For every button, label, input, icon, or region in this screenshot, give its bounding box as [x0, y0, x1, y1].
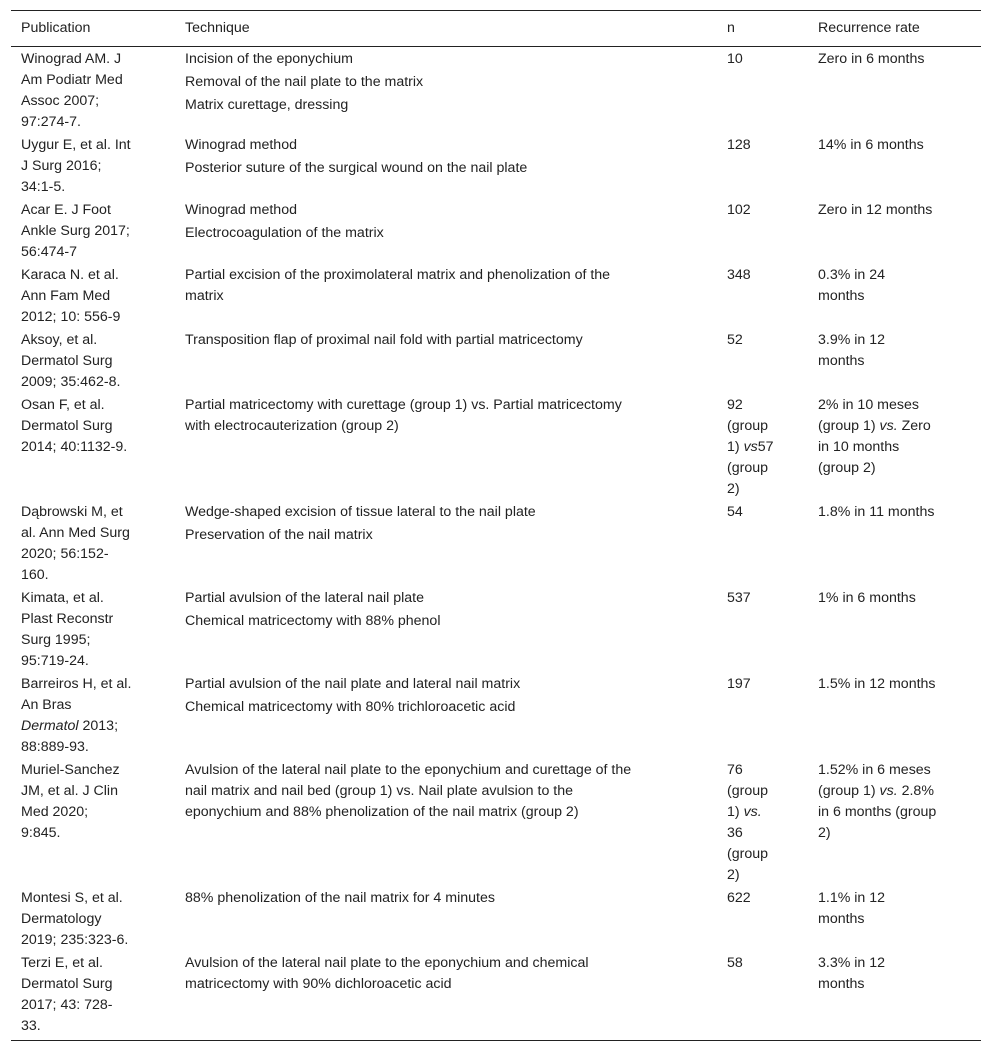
n-cell: 76 (group 1) vs. 36 (group 2) [727, 762, 769, 883]
publication-cell: Montesi S, et al. Dermatology 2019; 235:323-6. [21, 890, 129, 948]
table-row [11, 328, 981, 393]
n-cell: 348 [727, 267, 751, 283]
table-row [11, 951, 981, 1041]
technique-cell: Avulsion of the lateral nail plate to the eponychium and curettage of the nail matrix and nail bed (group 1) vs. Nail plate avulsion to the eponychium and 88% phenolization of the nail matrix (group 2) [185, 762, 632, 820]
n-cell: 537 [727, 590, 751, 606]
table-row [11, 586, 981, 672]
technique-cell: Winograd method Posterior suture of the surgical wound on the nail plate [185, 137, 528, 176]
n-cell: 128 [727, 137, 751, 153]
publication-cell: Kimata, et al. Plast Reconstr Surg 1995; 95:719-24. [21, 590, 114, 669]
recurrence-cell: 2% in 10 meses (group 1) vs. Zero in 10 months (group 2) [818, 397, 931, 476]
publication-cell: Acar E. J Foot Ankle Surg 2017; 56:474-7 [21, 202, 130, 260]
technique-cell: Partial matricectomy with curettage (group 1) vs. Partial matricectomy with electrocauterization (group 2) [185, 397, 622, 434]
technique-cell: Partial avulsion of the lateral nail plate Chemical matricectomy with 88% phenol [185, 590, 441, 629]
recurrence-cell: 3.3% in 12 months [808, 951, 981, 1041]
technique-cell: Wedge-shaped excision of tissue lateral to the nail plate Preservation of the nail matrix [185, 504, 536, 543]
technique-cell: Partial avulsion of the nail plate and lateral nail matrix Chemical matricectomy with 80% trichloroacetic acid [185, 676, 521, 715]
header-publication: Publication [11, 11, 175, 47]
publication-cell: Karaca N. et al. Ann Fam Med 2012; 10: 556-9 [21, 267, 121, 325]
n-cell: 197 [727, 676, 751, 692]
n-cell: 102 [727, 202, 751, 218]
technique-cell: Incision of the eponychium Removal of the nail plate to the matrix Matrix curettage, dressing [185, 51, 424, 113]
technique-cell: Avulsion of the lateral nail plate to the eponychium and chemical matricectomy with 90% dichloroacetic acid [175, 951, 717, 1041]
table-row [11, 198, 981, 263]
table-row [11, 758, 981, 886]
recurrence-cell: 14% in 6 months [818, 137, 924, 153]
recurrence-cell: 1% in 6 months [818, 590, 916, 606]
n-cell: 92 (group 1) vs57 (group 2) [727, 397, 774, 497]
recurrence-cell: 0.3% in 24 months [818, 267, 886, 304]
technique-cell: Partial excision of the proximolateral matrix and phenolization of the matrix [185, 267, 611, 304]
technique-cell: 88% phenolization of the nail matrix for 4 minutes [185, 890, 495, 906]
n-cell: 622 [727, 890, 751, 906]
publication-cell: Barreiros H, et al. An Bras Dermatol 2013; 88:889-93. [21, 676, 132, 755]
recurrence-cell: Zero in 6 months [818, 51, 925, 67]
n-cell: 10 [727, 51, 743, 67]
publications-table [11, 10, 981, 1041]
n-cell: 54 [727, 504, 743, 520]
technique-cell: Transposition flap of proximal nail fold with partial matricectomy [185, 332, 583, 348]
table-row [11, 672, 981, 758]
table-row [11, 886, 981, 951]
table-row [11, 133, 981, 198]
recurrence-cell: Zero in 12 months [818, 202, 933, 218]
n-cell: 52 [727, 332, 743, 348]
publication-cell: Dąbrowski M, et al. Ann Med Surg 2020; 56:152- 160. [21, 504, 130, 583]
publication-cell: Osan F, et al. Dermatol Surg 2014; 40:1132-9. [21, 397, 128, 455]
recurrence-cell: 1.5% in 12 months [818, 676, 936, 692]
recurrence-cell: 1.8% in 11 months [818, 504, 935, 520]
header-technique: Technique [175, 11, 717, 47]
table-row [11, 393, 981, 500]
recurrence-cell: 1.52% in 6 meses (group 1) vs. 2.8% in 6 months (group 2) [818, 762, 937, 841]
publication-cell: Muriel-Sanchez JM, et al. J Clin Med 2020; 9:845. [21, 762, 120, 841]
publication-cell: Terzi E, et al. Dermatol Surg 2017; 43: 728- 33. [11, 951, 175, 1041]
technique-cell: Winograd method Electrocoagulation of the matrix [185, 202, 384, 241]
header-row [11, 11, 981, 47]
n-cell: 58 [717, 951, 808, 1041]
publication-cell: Aksoy, et al. Dermatol Surg 2009; 35:462-8. [21, 332, 121, 390]
publication-cell: Uygur E, et al. Int J Surg 2016; 34:1-5. [21, 137, 131, 195]
table-row [11, 47, 981, 134]
table-row [11, 263, 981, 328]
recurrence-cell: 1.1% in 12 months [818, 890, 886, 927]
table-row [11, 500, 981, 586]
header-recurrence-rate: Recurrence rate [808, 11, 981, 47]
header-n: n [717, 11, 808, 47]
publication-cell: Winograd AM. J Am Podiatr Med Assoc 2007; 97:274-7. [21, 51, 123, 130]
recurrence-cell: 3.9% in 12 months [818, 332, 886, 369]
